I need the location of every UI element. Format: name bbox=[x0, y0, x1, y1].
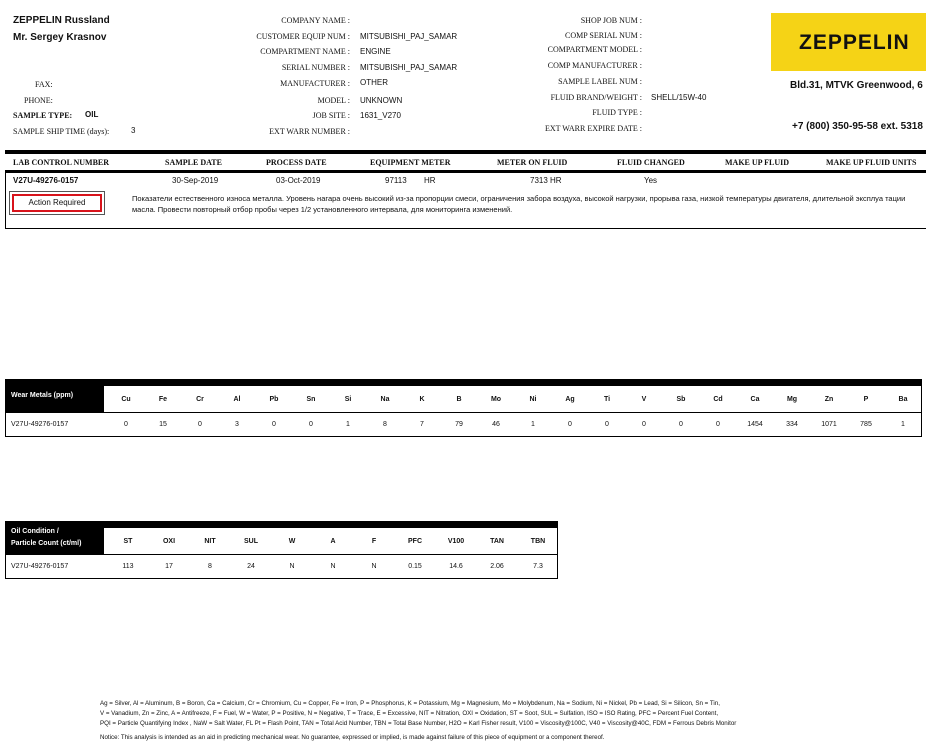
manufacturer-label: MANUFACTURER : bbox=[280, 79, 350, 88]
notice-text: Notice: This analysis is intended as an aid in predicting mechanical wear. No guarantee, expressed or implied, is made against failure of this piece of equipment or a component thereof. bbox=[100, 734, 605, 741]
wear-sample-id: V27U-49276-0157 bbox=[11, 421, 69, 428]
logo-text: ZEPPELIN bbox=[799, 31, 910, 54]
ship-time-label: SAMPLE SHIP TIME (days): bbox=[13, 127, 110, 136]
oil-val-v100: 14.6 bbox=[449, 563, 463, 570]
comp-manufacturer-label: COMP MANUFACTURER : bbox=[547, 61, 642, 70]
sample-date-value: 30-Sep-2019 bbox=[172, 176, 219, 185]
wear-val-sb: 0 bbox=[679, 421, 683, 428]
fluid-brand-weight-label: FLUID BRAND/WEIGHT : bbox=[550, 93, 642, 102]
oil-col-tbn: TBN bbox=[530, 538, 546, 545]
wear-col-al: Al bbox=[233, 396, 241, 403]
wear-metals-table bbox=[5, 379, 922, 437]
oil-val-pfc: 0.15 bbox=[408, 563, 422, 570]
contact-name: Mr. Sergey Krasnov bbox=[13, 32, 107, 43]
wear-val-v: 0 bbox=[642, 421, 646, 428]
oil-col-nit: NIT bbox=[204, 538, 216, 545]
wear-val-b: 79 bbox=[455, 421, 463, 428]
wear-val-p: 785 bbox=[860, 421, 872, 428]
lab-address: Bld.31, MTVK Greenwood, 6 bbox=[790, 80, 923, 91]
wear-val-pb: 0 bbox=[272, 421, 276, 428]
oil-col-pfc: PFC bbox=[408, 538, 422, 545]
wear-val-ba: 1 bbox=[901, 421, 905, 428]
fax-label: FAX: bbox=[35, 80, 53, 89]
wear-col-mg: Mg bbox=[786, 396, 798, 403]
oil-col-sul: SUL bbox=[244, 538, 258, 545]
wear-col-p: P bbox=[863, 396, 869, 403]
lab-phone: +7 (800) 350-95-58 ext. 5318 bbox=[792, 121, 923, 132]
oil-val-a: N bbox=[330, 563, 336, 570]
oil-row-divider bbox=[6, 554, 557, 555]
oil-val-tan: 2.06 bbox=[490, 563, 504, 570]
wear-col-mo: Mo bbox=[490, 396, 502, 403]
oil-col-f: F bbox=[371, 538, 377, 545]
wear-val-mg: 334 bbox=[786, 421, 798, 428]
ext-warr-number-label: EXT WARR NUMBER : bbox=[269, 127, 350, 136]
customer-company-name: ZEPPELIN Russland bbox=[13, 15, 110, 26]
company-name-label: COMPANY NAME : bbox=[281, 16, 350, 25]
wear-col-sn: Sn bbox=[306, 396, 316, 403]
job-site-label: JOB SITE : bbox=[312, 111, 350, 120]
wear-val-ti: 0 bbox=[605, 421, 609, 428]
zeppelin-logo bbox=[771, 13, 926, 71]
meter-on-fluid-value: 7313 HR bbox=[530, 176, 562, 185]
model-value: UNKNOWN bbox=[360, 96, 403, 105]
wear-col-ag: Ag bbox=[565, 396, 575, 403]
wear-metals-title: Wear Metals (ppm) bbox=[11, 392, 74, 399]
compartment-name-value: ENGINE bbox=[360, 47, 391, 56]
col-lab-control-number: LAB CONTROL NUMBER bbox=[13, 158, 110, 167]
oil-val-f: N bbox=[371, 563, 377, 570]
oil-val-sul: 24 bbox=[247, 563, 255, 570]
wear-row-divider bbox=[6, 412, 921, 413]
shop-job-num-label: SHOP JOB NUM : bbox=[580, 16, 642, 25]
wear-val-sn: 0 bbox=[309, 421, 313, 428]
oil-col-tan: TAN bbox=[490, 538, 504, 545]
wear-col-cu: Cu bbox=[121, 396, 131, 403]
wear-col-na: Na bbox=[380, 396, 390, 403]
oil-col-st: ST bbox=[123, 538, 133, 545]
wear-val-cu: 0 bbox=[124, 421, 128, 428]
wear-val-zn: 1071 bbox=[821, 421, 837, 428]
phone-label: PHONE: bbox=[24, 96, 53, 105]
wear-col-si: Si bbox=[344, 396, 352, 403]
wear-col-k: K bbox=[419, 396, 425, 403]
serial-number-label: SERIAL NUMBER : bbox=[281, 63, 350, 72]
col-fluid-changed: FLUID CHANGED bbox=[617, 158, 685, 167]
wear-val-k: 7 bbox=[420, 421, 424, 428]
compartment-name-label: COMPARTMENT NAME : bbox=[260, 47, 350, 56]
wear-col-ba: Ba bbox=[898, 396, 908, 403]
oil-val-w: N bbox=[289, 563, 295, 570]
legend-line-2: V = Vanadium, Zn = Zinc, A = Antifreeze, F = Fuel, W = Water, P = Positive, N = Negative, T = Trace, E = Excessive, NIT = Nitration, OXI = Oxidation, ST = Soot, SUL = Sulfation, ISO = ISO Rating, PFC = Percent Fuel Content, bbox=[100, 710, 719, 717]
col-make-up-fluid-units: MAKE UP FLUID UNITS bbox=[826, 158, 917, 167]
oil-val-nit: 8 bbox=[208, 563, 212, 570]
wear-val-mo: 46 bbox=[492, 421, 500, 428]
oil-sample-id: V27U-49276-0157 bbox=[11, 563, 69, 570]
oil-col-v100: V100 bbox=[447, 538, 465, 545]
fluid-changed-value: Yes bbox=[644, 176, 658, 185]
oil-condition-title-2: Particle Count (ct/ml) bbox=[11, 540, 82, 547]
col-sample-date: SAMPLE DATE bbox=[165, 158, 222, 167]
wear-col-ca: Ca bbox=[750, 396, 760, 403]
wear-val-cd: 0 bbox=[716, 421, 720, 428]
serial-number-value: MITSUBISHI_PAJ_SAMAR bbox=[360, 63, 458, 72]
compartment-model-label: COMPARTMENT MODEL : bbox=[547, 45, 642, 54]
oil-val-st: 113 bbox=[122, 563, 134, 570]
equipment-meter-value: 97113 bbox=[385, 176, 407, 185]
manufacturer-value: OTHER bbox=[360, 78, 388, 87]
wear-col-cd: Cd bbox=[713, 396, 723, 403]
sample-type-label: SAMPLE TYPE: bbox=[13, 111, 73, 120]
wear-val-ni: 1 bbox=[531, 421, 535, 428]
wear-val-al: 3 bbox=[235, 421, 239, 428]
oil-val-tbn: 7.3 bbox=[533, 563, 543, 570]
fluid-brand-weight-value: SHELL/15W-40 bbox=[651, 93, 707, 102]
wear-col-v: V bbox=[641, 396, 647, 403]
job-site-value: 1631_V270 bbox=[360, 111, 401, 120]
wear-val-si: 1 bbox=[346, 421, 350, 428]
wear-col-cr: Cr bbox=[196, 396, 204, 403]
wear-val-cr: 0 bbox=[198, 421, 202, 428]
sample-type-value: OIL bbox=[85, 110, 99, 119]
ext-warr-expire-date-label: EXT WARR EXPIRE DATE : bbox=[544, 124, 642, 133]
legend-line-3: PQI = Particle Quantifying Index , NaW = Salt Water, FL Pt = Flash Point, TAN = Total Acid Number, TBN = Total Base Number, H2O = Karl Fisher result, V100 = Viscosity@100C, V40 = Viscosity@40C, FDM = Ferrous Debris Monitor bbox=[100, 720, 737, 727]
customer-equip-num-value: MITSUBISHI_PAJ_SAMAR bbox=[360, 32, 458, 41]
equipment-meter-unit: HR bbox=[424, 176, 436, 185]
customer-equip-num-label: CUSTOMER EQUIP NUM : bbox=[256, 32, 350, 41]
lab-comment: Показатели естественного износа металла. Уровень нагара очень высокий из-за пропорции смеси, ограничения забора воздуха, высокой нагрузки, прорыва газа, низкой температуры двигателя, длительной эксплуа тации масла. Провести повторный отбор пробы через 1/2 установленного интервала, для мониторинга изменений. bbox=[132, 194, 906, 214]
action-required-badge: Action Required bbox=[12, 194, 102, 212]
wear-val-fe: 15 bbox=[159, 421, 167, 428]
wear-val-na: 8 bbox=[383, 421, 387, 428]
oil-col-w: W bbox=[288, 538, 296, 545]
wear-col-sb: Sb bbox=[676, 396, 686, 403]
section-divider-top bbox=[5, 150, 926, 154]
oil-col-a: A bbox=[330, 538, 336, 545]
wear-val-ag: 0 bbox=[568, 421, 572, 428]
oil-condition-table bbox=[5, 521, 558, 579]
wear-val-ca: 1454 bbox=[747, 421, 763, 428]
wear-col-zn: Zn bbox=[824, 396, 834, 403]
fluid-type-label: FLUID TYPE : bbox=[592, 108, 642, 117]
col-meter-on-fluid: METER ON FLUID bbox=[497, 158, 568, 167]
col-make-up-fluid: MAKE UP FLUID bbox=[725, 158, 789, 167]
ship-time-value: 3 bbox=[131, 126, 136, 135]
oil-condition-title-1: Oil Condition / bbox=[11, 528, 59, 535]
wear-col-ti: Ti bbox=[603, 396, 611, 403]
process-date-value: 03-Oct-2019 bbox=[276, 176, 321, 185]
wear-col-fe: Fe bbox=[158, 396, 168, 403]
wear-col-ni: Ni bbox=[529, 396, 537, 403]
col-process-date: PROCESS DATE bbox=[266, 158, 327, 167]
comp-serial-num-label: COMP SERIAL NUM : bbox=[565, 31, 642, 40]
lab-number-value: V27U-49276-0157 bbox=[13, 176, 79, 185]
sample-label-num-label: SAMPLE LABEL NUM : bbox=[558, 77, 642, 86]
legend-line-1: Ag = Silver, Al = Aluminum, B = Boron, Ca = Calcium, Cr = Chromium, Cu = Copper, Fe = Iron, P = Phosphorus, K = Potassium, Mg = Magnesium, Mo = Molybdenum, Na = Sodium, Ni = Nickel, Pb = Lead, Si = Silicon, Sn = Tin, bbox=[100, 700, 720, 707]
col-equipment-meter: EQUIPMENT METER bbox=[370, 158, 451, 167]
oil-val-oxi: 17 bbox=[165, 563, 173, 570]
oil-col-oxi: OXI bbox=[162, 538, 176, 545]
wear-col-pb: Pb bbox=[269, 396, 279, 403]
wear-col-b: B bbox=[456, 396, 462, 403]
model-label: MODEL : bbox=[317, 96, 350, 105]
